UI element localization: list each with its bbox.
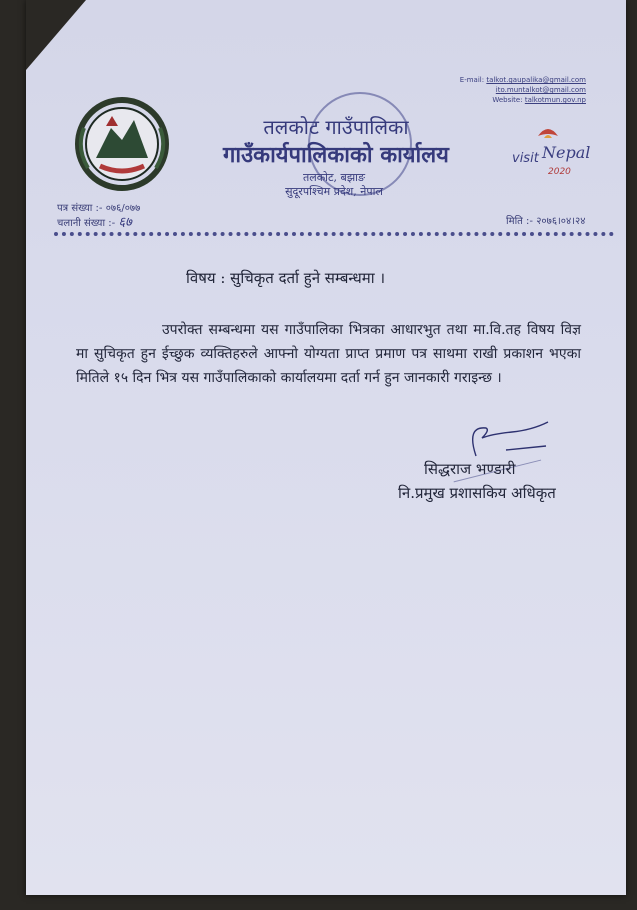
visit-nepal-logo [508, 118, 600, 180]
signature-mark [446, 420, 566, 460]
header-municipality: तलकोट गाउँपालिका [263, 115, 409, 139]
signer-name: सिद्धराज भण्डारी [424, 460, 516, 478]
header-office: गाउँकार्यपालिकाको कार्यालय [223, 142, 449, 168]
letter-subject: विषय : सुचिकृत दर्ता हुने सम्बन्धमा । [186, 269, 386, 287]
email-link-1[interactable]: talkot.gaupalika@gmail.com [486, 76, 586, 84]
body-paragraph: उपरोक्त सम्बन्धमा यस गाउँपालिका भित्रका आधारभुत तथा मा.वि.तह विषय विज्ञ मा सुचिकृत हुन ईच्छुक व्यक्तिहरुले आफ्नो योग्यता प्राप्त प्रमाण पत्र साथमा राखी प्रकाशन भएका मितिले १५ दिन भित्र यस गाउँपालिकाको कार्यालयमा दर्ता गर्न हुन जानकारी गराइन्छ । [76, 322, 581, 386]
dispatch-number: चलानी संख्या :- ६७ [57, 215, 132, 230]
letter-paper [26, 0, 626, 895]
logo-nepal-text: Nepal [542, 143, 591, 162]
contact-block: E-mail: talkot.gaupalika@gmail.com ito.muntalkot@gmail.com Website: talkotmun.gov.np [459, 76, 586, 104]
header-divider [54, 232, 614, 236]
background-corner [26, 0, 86, 70]
letter-date: मिति :- २०७६।०४।२४ [506, 216, 586, 227]
letter-body [76, 318, 581, 390]
email-link-2[interactable]: ito.muntalkot@gmail.com [495, 86, 586, 94]
signer-title: नि.प्रमुख प्रशासकिय अधिकृत [398, 484, 556, 502]
logo-visit-text: visit [512, 151, 539, 166]
website-link[interactable]: talkotmun.gov.np [524, 96, 586, 104]
logo-year-text: 2020 [548, 167, 571, 177]
header-address: तलकोट, बझाङ [302, 171, 365, 184]
letter-number: पत्र संख्या :- ०७६/०७७ [57, 203, 141, 214]
header-province: सुदूरपश्चिम प्रदेश, नेपाल [285, 185, 383, 198]
